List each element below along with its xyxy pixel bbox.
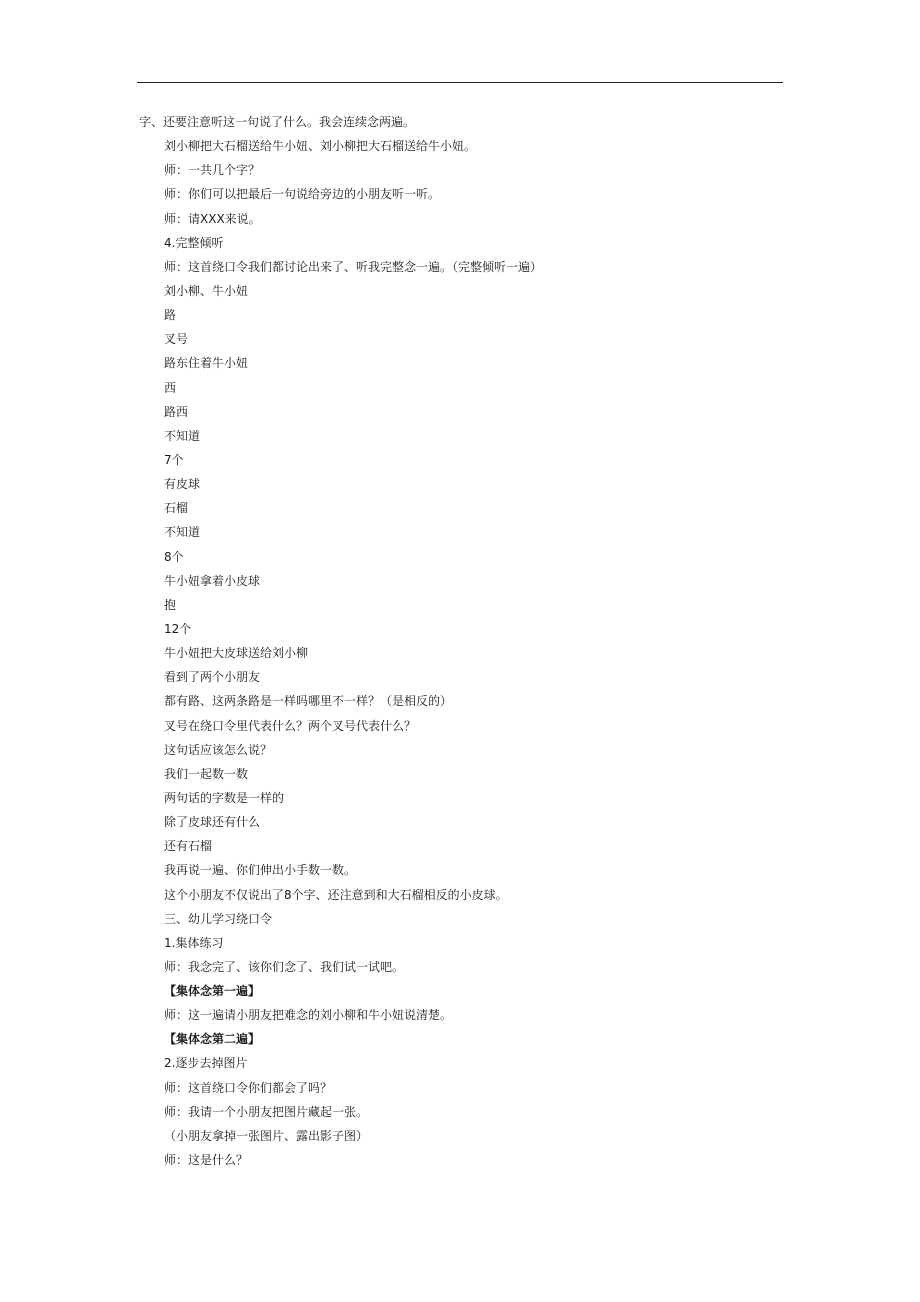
text-line: 师：请XXX来说。 (164, 211, 261, 226)
text-line: 不知道 (164, 428, 201, 443)
text-line: 还有石榴 (164, 839, 213, 854)
text-line: 师：我请一个小朋友把图片藏起一张。 (164, 1104, 369, 1119)
text-line: 这个小朋友不仅说出了8个字、还注意到和大石榴相反的小皮球。 (164, 887, 508, 902)
text-line: 8个 (164, 549, 184, 564)
document-body (0, 110, 920, 1172)
text-line: 师：这首绕口令我们都讨论出来了、听我完整念一遍。（完整倾听一遍） (164, 259, 543, 274)
text-line: 师：这是什么？ (164, 1153, 249, 1168)
text-line: 两句话的字数是一样的 (164, 790, 285, 805)
header-rule (137, 82, 783, 83)
text-line: 师：这首绕口令你们都会了吗？ (164, 1080, 333, 1095)
text-line: 路西 (164, 404, 189, 419)
text-line: 师：你们可以把最后一句说给旁边的小朋友听一听。 (164, 187, 441, 202)
text-line: 我们一起数一数 (164, 766, 249, 781)
text-line: 石榴 (164, 501, 189, 516)
text-line: 师：一共几个字？ (164, 163, 261, 178)
text-line: 牛小妞拿着小皮球 (164, 573, 261, 588)
text-line: 都有路、这两条路是一样吗哪里不一样？（是相反的） (164, 694, 453, 709)
text-line: 抱 (164, 597, 177, 612)
text-line: 字、还要注意听这一句说了什么。我会连续念两遍。 (139, 115, 416, 129)
text-line: 叉号在绕口令里代表什么？两个叉号代表什么？ (164, 718, 417, 733)
bracket-note: 【集体念第二遍】 (164, 1032, 261, 1047)
text-line: 路 (164, 308, 177, 323)
section-heading: 4.完整倾听 (164, 235, 224, 250)
text-line: 路东住着牛小妞 (164, 356, 249, 371)
text-line: 师：这一遍请小朋友把难念的刘小柳和牛小妞说清楚。 (164, 1008, 453, 1023)
text-line: 西 (164, 380, 177, 395)
text-line: 刘小柳把大石榴送给牛小妞、刘小柳把大石榴送给牛小妞。 (164, 139, 477, 154)
text-line: 牛小妞把大皮球送给刘小柳 (164, 646, 309, 661)
text-line: 不知道 (164, 525, 201, 540)
text-line: 我再说一遍、你们伸出小手数一数。 (164, 863, 357, 878)
text-line: 这句话应该怎么说？ (164, 742, 273, 757)
text-line: 看到了两个小朋友 (164, 670, 261, 685)
section-heading: 三、幼儿学习绕口令 (164, 911, 273, 926)
bracket-note: 【集体念第一遍】 (164, 984, 261, 999)
text-line: 师：我念完了、该你们念了、我们试一试吧。 (164, 959, 405, 974)
text-line: 刘小柳、牛小妞 (164, 283, 249, 298)
text-line: （小朋友拿掉一张图片、露出影子图） (164, 1128, 369, 1143)
subsection-heading: 1.集体练习 (164, 935, 224, 950)
subsection-heading: 2.逐步去掉图片 (164, 1056, 248, 1071)
text-line: 除了皮球还有什么 (164, 815, 261, 830)
text-line: 叉号 (164, 332, 189, 347)
text-line: 有皮球 (164, 477, 201, 492)
text-line: 12个 (164, 621, 192, 636)
text-line: 7个 (164, 452, 184, 467)
